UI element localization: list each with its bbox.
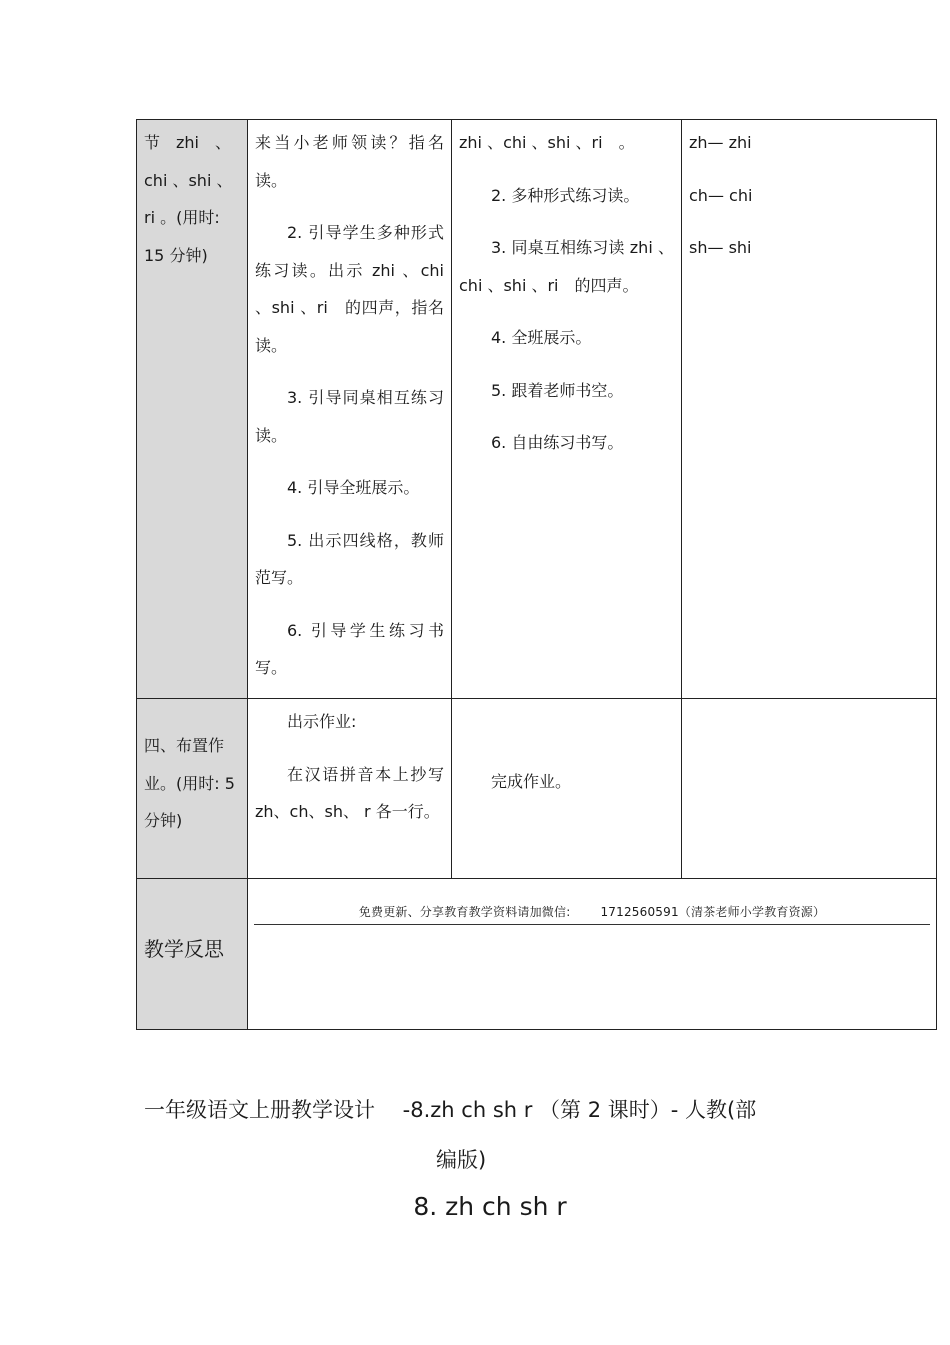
stage-line: chi 、shi 、: [144, 170, 233, 190]
student-step: 5. 跟着老师书空。: [491, 380, 624, 400]
student-step: 6. 自由练习书写。: [491, 433, 624, 452]
stage-line: ri 。(用时:: [144, 208, 220, 227]
student-step: 4. 全班展示。: [491, 328, 592, 347]
board-note: sh— shi: [689, 238, 752, 257]
board-note: zh— zhi: [689, 133, 752, 152]
stage-cell: [137, 120, 248, 699]
stage-line: 节 zhi 、: [144, 133, 231, 152]
promo-notice: [254, 879, 930, 925]
student-step: zhi 、chi 、shi 、ri 。: [459, 133, 635, 152]
lesson-plan-table: [136, 119, 937, 1030]
promo-notice-contact: 1712560591（清茶老师小学教育资源）: [600, 905, 826, 919]
document-title: 一年级语文上册教学设计 -8.zh ch sh r （第 2 课时）- 人教(部: [144, 1098, 757, 1122]
teacher-activity-cell: [248, 699, 452, 879]
promo-notice-text: 免费更新、分享教育教学资料请加微信:: [358, 905, 571, 919]
teacher-step: 3. 引导同桌相互练习读。: [255, 388, 444, 445]
teacher-step: 5. 出示四线格，教师范写。: [255, 530, 444, 587]
teacher-step: 来当小老师领读？指名读。: [255, 133, 444, 190]
student-step: 2. 多种形式练习读。: [491, 185, 640, 205]
student-activity-cell: [452, 120, 682, 699]
student-activity-cell: [452, 699, 682, 879]
table-row: [137, 120, 937, 699]
board-note: ch— chi: [689, 185, 753, 205]
teacher-step: 4. 引导全班展示。: [287, 478, 420, 497]
table-row: [137, 699, 937, 879]
document-title-continued: 编版): [436, 1148, 487, 1172]
teacher-step: 6. 引导学生练习书写。: [255, 620, 444, 677]
teacher-step: 2. 引导学生多种形式练习读。出示 zhi 、chi 、shi 、ri 的四声，指名读。: [255, 223, 444, 355]
teacher-activity-cell: [248, 120, 452, 699]
student-step: 3. 同桌互相练习读 zhi 、chi 、shi 、ri 的四声。: [459, 238, 674, 295]
board-note: [682, 699, 936, 703]
reflection-label-cell: [137, 879, 248, 1030]
teacher-step: 出示作业:: [287, 712, 357, 731]
board-notes-cell: [682, 699, 937, 879]
board-notes-cell: [682, 120, 937, 699]
teacher-step: 在汉语拼音本上抄写 zh、ch、sh、 r 各一行。: [255, 764, 444, 821]
reflection-content-cell: [248, 879, 937, 1030]
stage-cell: [137, 699, 248, 879]
stage-text: 四、布置作业。(用时: 5 分钟): [144, 736, 235, 830]
student-step: 完成作业。: [491, 772, 572, 791]
reflection-label: 教学反思: [144, 937, 224, 961]
stage-line: 15 分钟): [144, 245, 208, 265]
lesson-subtitle: 8. zh ch sh r: [413, 1192, 567, 1221]
table-row: [137, 879, 937, 1030]
